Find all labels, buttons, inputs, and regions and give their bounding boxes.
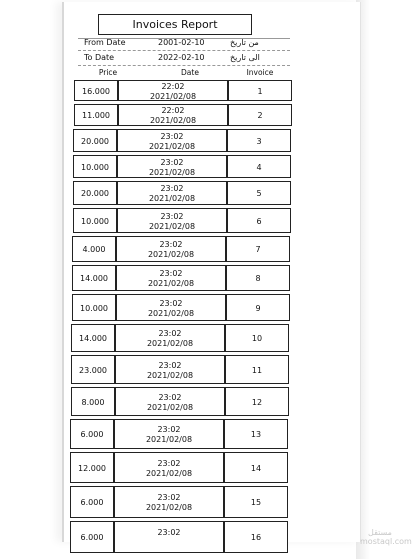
date-cell — [116, 294, 226, 321]
date-cell — [116, 236, 226, 262]
price-cell: 11.000 — [74, 104, 118, 126]
price-cell: 12.000 — [70, 452, 114, 483]
to-date-label: To Date — [84, 53, 115, 62]
time-text: 22:02 — [161, 106, 185, 115]
table-row — [72, 265, 290, 291]
watermark-line1: مستقل — [368, 528, 392, 537]
table-row — [73, 129, 291, 152]
invoice-cell: 16 — [224, 521, 288, 553]
date-cell — [115, 387, 225, 416]
price-cell: 6.000 — [70, 486, 114, 518]
table-row — [70, 486, 288, 518]
price-cell: 14.000 — [72, 265, 116, 291]
table-row — [71, 387, 289, 416]
price-cell: 20.000 — [73, 129, 117, 152]
date-text: 2021/02/08 — [145, 435, 193, 444]
invoice-cell: 3 — [227, 129, 291, 152]
date-cell — [117, 181, 227, 205]
date-cell — [117, 155, 227, 178]
table-row — [71, 324, 289, 352]
from-date-label-ar: من تاريخ — [230, 38, 259, 47]
price-cell: 10.000 — [72, 294, 116, 321]
date-text: 2021/02/08 — [148, 167, 196, 177]
date-text: 2021/02/08 — [149, 91, 197, 101]
watermark-line2: mostaql.com — [360, 537, 412, 546]
table-row — [72, 236, 290, 262]
date-cell — [118, 80, 228, 101]
price-cell: 14.000 — [71, 324, 115, 352]
date-text: 2021/02/08 — [148, 221, 196, 231]
invoice-cell: 1 — [228, 80, 292, 101]
time-text: 23:02 — [160, 131, 184, 141]
date-text: 2021/02/08 — [147, 279, 195, 288]
to-date-value: 2022-02-10 — [158, 53, 205, 62]
price-cell: 23.000 — [71, 355, 115, 384]
invoice-cell: 14 — [224, 452, 288, 483]
time-text: 23:02 — [159, 298, 183, 308]
time-text: 23:02 — [160, 184, 184, 193]
invoice-cell: 7 — [226, 236, 290, 262]
time-text: 23:02 — [157, 528, 181, 537]
date-text: 2021/02/08 — [149, 116, 197, 125]
table-row — [71, 355, 289, 384]
from-date-label: From Date — [84, 38, 126, 47]
table-row — [72, 294, 290, 321]
invoice-cell: 12 — [225, 387, 289, 416]
invoice-cell: 15 — [224, 486, 288, 518]
from-date-value: 2001-02-10 — [158, 38, 205, 47]
date-cell — [115, 355, 225, 384]
time-text: 22:02 — [161, 81, 185, 91]
date-cell — [114, 452, 224, 483]
invoice-cell: 4 — [227, 155, 291, 178]
date-text: 2021/02/08 — [148, 194, 196, 203]
time-text: 23:02 — [159, 240, 183, 249]
table-row — [74, 80, 292, 101]
column-header-invoice: Invoice — [246, 68, 274, 77]
time-text: 23:02 — [158, 392, 182, 402]
column-header-date: Date — [181, 68, 199, 77]
time-text: 23:02 — [160, 211, 184, 221]
report-title: Invoices Report — [98, 14, 252, 35]
price-cell: 8.000 — [71, 387, 115, 416]
date-text: 2021/02/08 — [146, 370, 194, 380]
invoice-cell: 8 — [226, 265, 290, 291]
invoice-cell: 5 — [227, 181, 291, 205]
price-cell: 20.000 — [73, 181, 117, 205]
price-cell: 10.000 — [73, 155, 117, 178]
table-row — [73, 208, 291, 233]
date-text: 2021/02/08 — [148, 141, 196, 151]
date-text: 2021/02/08 — [145, 468, 193, 478]
date-text: 2021/02/08 — [145, 503, 193, 512]
price-cell: 4.000 — [72, 236, 116, 262]
time-text: 23:02 — [157, 425, 181, 434]
date-cell — [117, 208, 227, 233]
invoice-cell: 6 — [227, 208, 291, 233]
invoice-cell: 13 — [224, 419, 288, 449]
invoice-cell: 2 — [228, 104, 292, 126]
date-cell — [115, 324, 225, 352]
date-text: 2021/02/08 — [146, 402, 194, 412]
table-row — [70, 452, 288, 483]
to-date-label-ar: الى تاريخ — [230, 53, 260, 62]
table-row — [73, 155, 291, 178]
date-text: 2021/02/08 — [147, 250, 195, 259]
price-cell: 16.000 — [74, 80, 118, 101]
time-text: 23:02 — [157, 458, 181, 468]
invoice-cell: 10 — [225, 324, 289, 352]
date-cell — [117, 129, 227, 152]
table-row — [73, 181, 291, 205]
time-text: 23:02 — [158, 329, 182, 338]
column-header-price: Price — [98, 68, 118, 77]
divider — [78, 50, 290, 51]
price-cell: 6.000 — [70, 419, 114, 449]
date-cell — [114, 521, 224, 553]
date-cell — [116, 265, 226, 291]
date-text: 2021/02/08 — [147, 308, 195, 318]
time-text: 23:02 — [160, 157, 184, 167]
time-text: 23:02 — [158, 360, 182, 370]
table-row — [70, 419, 288, 449]
date-text: 2021/02/08 — [146, 339, 194, 348]
time-text: 23:02 — [159, 269, 183, 278]
table-row — [74, 104, 292, 126]
invoice-cell: 11 — [225, 355, 289, 384]
watermark — [360, 528, 412, 546]
price-cell: 6.000 — [70, 521, 114, 553]
date-cell — [118, 104, 228, 126]
table-row — [70, 521, 288, 553]
time-text: 23:02 — [157, 493, 181, 502]
invoice-cell: 9 — [226, 294, 290, 321]
date-cell — [114, 419, 224, 449]
date-cell — [114, 486, 224, 518]
price-cell: 10.000 — [73, 208, 117, 233]
